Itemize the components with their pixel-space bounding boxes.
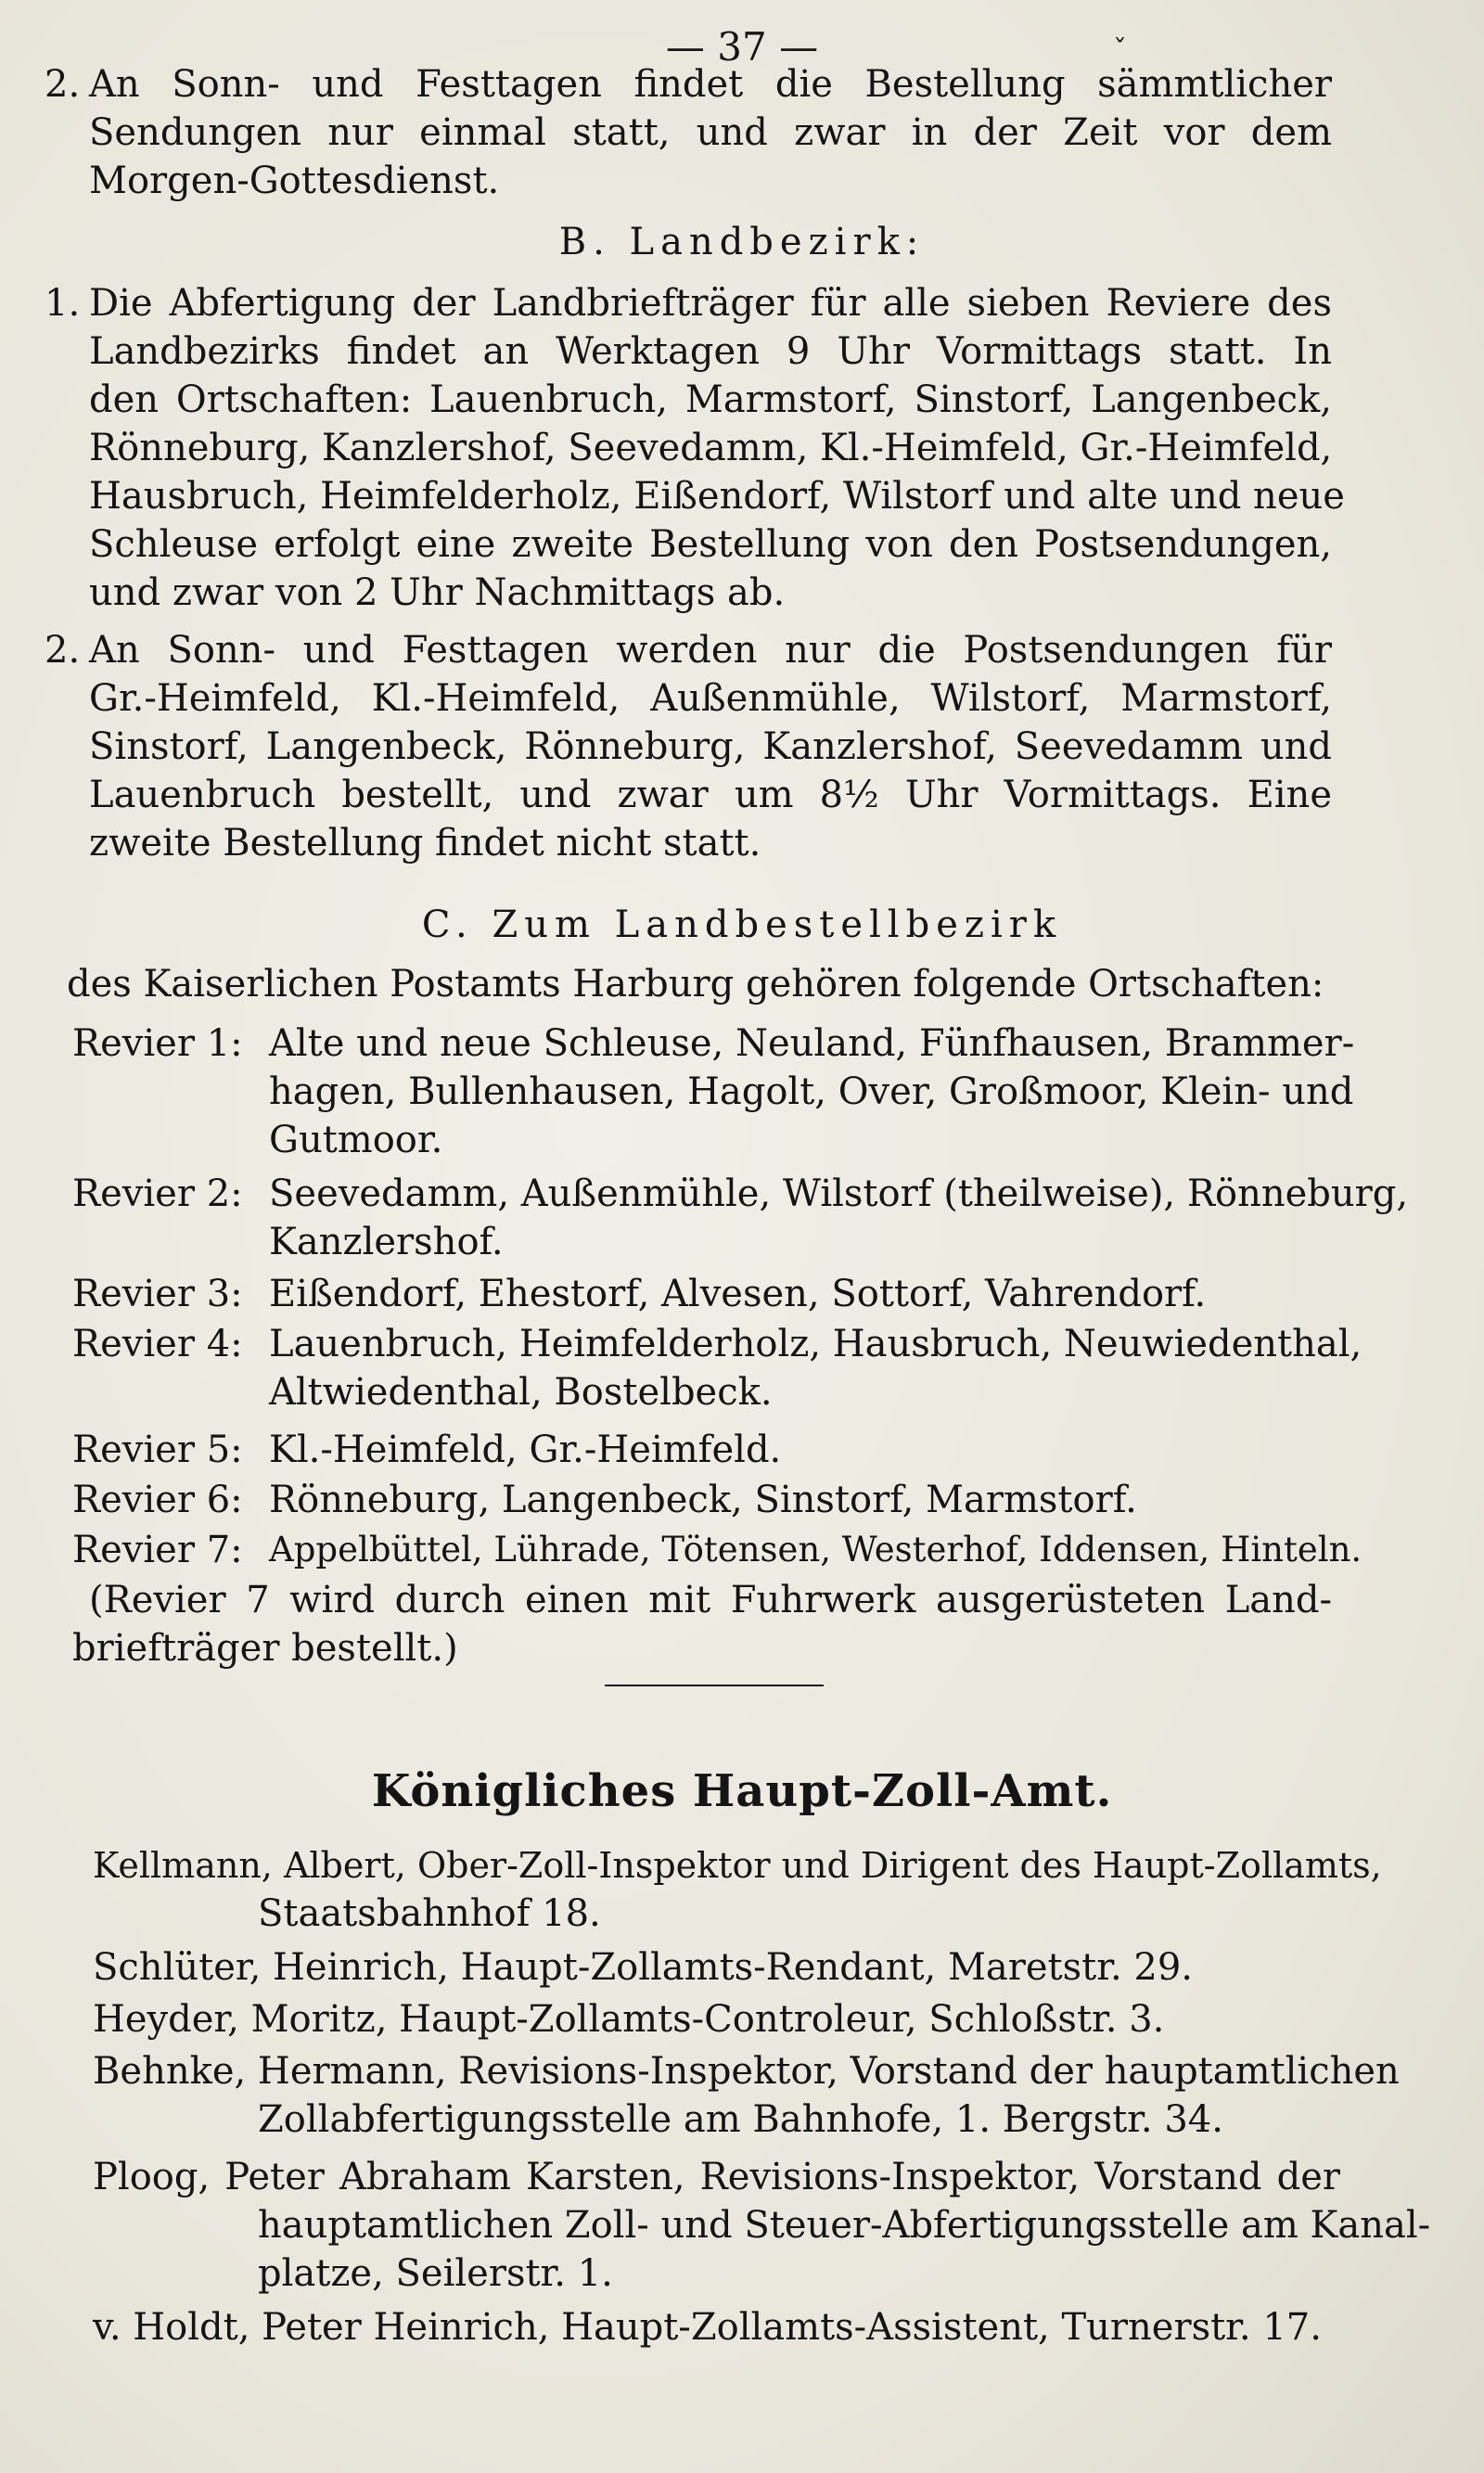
paragraph-line: Die Abfertigung der Landbriefträger für alle sieben Reviere des — [89, 282, 1332, 325]
paragraph-line: Landbezirks findet an Werktagen 9 Uhr Vormittags statt. In — [89, 330, 1332, 373]
paragraph-line: Schleuse erfolgt eine zweite Bestellung von den Postsendungen, — [89, 523, 1332, 566]
revier-text: Kanzlershof. — [269, 1221, 504, 1263]
item-number: 2. — [45, 63, 81, 106]
paragraph-line: Hausbruch, Heimfelderholz, Eißendorf, Wilstorf und alte und neue — [89, 475, 1345, 518]
entry-line: Heyder, Moritz, Haupt-Zollamts-Controleur, Schloßstr. 3. — [93, 1998, 1165, 2041]
revier-text: Alte und neue Schleuse, Neuland, Fünfhausen, Brammer- — [269, 1022, 1355, 1065]
revier-label: Revier 3: — [72, 1273, 243, 1315]
entry-line: Kellmann, Albert, Ober-Zoll-Inspektor und Dirigent des Haupt-Zollamts, — [93, 1845, 1382, 1886]
paragraph-line: Rönneburg, Kanzlershof, Seevedamm, Kl.-Heimfeld, Gr.-Heimfeld, — [89, 427, 1333, 469]
revier-text: Kl.-Heimfeld, Gr.-Heimfeld. — [269, 1429, 782, 1471]
paragraph-line: Sinstorf, Langenbeck, Rönneburg, Kanzlershof, Seevedamm und — [89, 725, 1332, 768]
revier-text: Gutmoor. — [269, 1119, 443, 1161]
revier-label: Revier 1: — [72, 1022, 243, 1065]
paragraph-line: An Sonn- und Festtagen findet die Bestellung sämmtlicher — [89, 63, 1332, 106]
stray-mark: ˇ — [1113, 34, 1127, 67]
revier-text: hagen, Bullenhausen, Hagolt, Over, Großmoor, Klein- und — [269, 1070, 1354, 1113]
page-number: — 37 — — [665, 24, 819, 70]
revier-label: Revier 6: — [72, 1479, 243, 1521]
paragraph-line: An Sonn- und Festtagen werden nur die Postsendungen für — [89, 629, 1332, 672]
revier-label: Revier 7: — [72, 1529, 243, 1571]
revier-label: Revier 5: — [72, 1429, 243, 1471]
revier-text: Seevedamm, Außenmühle, Wilstorf (theilweise), Rönneburg, — [269, 1172, 1409, 1215]
paragraph-line: den Ortschaften: Lauenbruch, Marmstorf, Sinstorf, Langenbeck, — [89, 378, 1332, 421]
revier-label: Revier 4: — [72, 1323, 243, 1365]
paragraph-line: Gr.-Heimfeld, Kl.-Heimfeld, Außenmühle, Wilstorf, Marmstorf, — [89, 677, 1332, 720]
item-number: 1. — [45, 282, 81, 325]
entry-line: Ploog, Peter Abraham Karsten, Revisions-Inspektor, Vorstand der — [93, 2156, 1340, 2198]
section-divider — [605, 1685, 824, 1686]
entry-line: Behnke, Hermann, Revisions-Inspektor, Vorstand der hauptamtlichen — [93, 2050, 1400, 2093]
revier-text: Altwiedenthal, Bostelbeck. — [269, 1371, 773, 1414]
paragraph-line: zweite Bestellung findet nicht statt. — [89, 822, 761, 865]
revier-text: Lauenbruch, Heimfelderholz, Hausbruch, Neuwiedenthal, — [269, 1323, 1362, 1365]
paragraph-line: Sendungen nur einmal statt, und zwar in der Zeit vor dem — [89, 111, 1332, 154]
revier-text: Appelbüttel, Lührade, Tötensen, Westerhof, Iddensen, Hinteln. — [269, 1530, 1362, 1570]
section-heading-c: C. Zum Landbestellbezirk — [421, 903, 1063, 946]
note-line: briefträger bestellt.) — [72, 1627, 458, 1670]
note-line: (Revier 7 wird durch einen mit Fuhrwerk ausgerüsteten Land- — [89, 1579, 1332, 1621]
entry-line: v. Holdt, Peter Heinrich, Haupt-Zollamts-Assistent, Turnerstr. 17. — [93, 2306, 1322, 2349]
customs-heading: Königliches Haupt-Zoll-Amt. — [371, 1765, 1113, 1817]
entry-line: platze, Seilerstr. 1. — [258, 2252, 613, 2295]
entry-line: Staatsbahnhof 18. — [258, 1892, 601, 1935]
paragraph-line: Lauenbruch bestellt, und zwar um 8½ Uhr Vormittags. Eine — [89, 774, 1332, 816]
entry-line: Schlüter, Heinrich, Haupt-Zollamts-Rendant, Maretstr. 29. — [93, 1946, 1193, 1989]
revier-text: Eißendorf, Ehestorf, Alvesen, Sottorf, Vahrendorf. — [269, 1273, 1207, 1315]
section-intro: des Kaiserlichen Postamts Harburg gehören folgende Ortschaften: — [67, 963, 1324, 1006]
item-number: 2. — [45, 629, 81, 672]
revier-text: Rönneburg, Langenbeck, Sinstorf, Marmstorf. — [269, 1479, 1137, 1521]
entry-line: Zollabfertigungsstelle am Bahnhofe, 1. Bergstr. 34. — [258, 2098, 1223, 2141]
revier-label: Revier 2: — [72, 1172, 243, 1215]
paragraph-line: und zwar von 2 Uhr Nachmittags ab. — [89, 571, 786, 614]
section-heading-b: B. Landbezirk: — [558, 221, 926, 263]
entry-line: hauptamtlichen Zoll- und Steuer-Abfertigungsstelle am Kanal- — [258, 2204, 1431, 2247]
paragraph-line: Morgen-Gottesdienst. — [89, 160, 500, 202]
